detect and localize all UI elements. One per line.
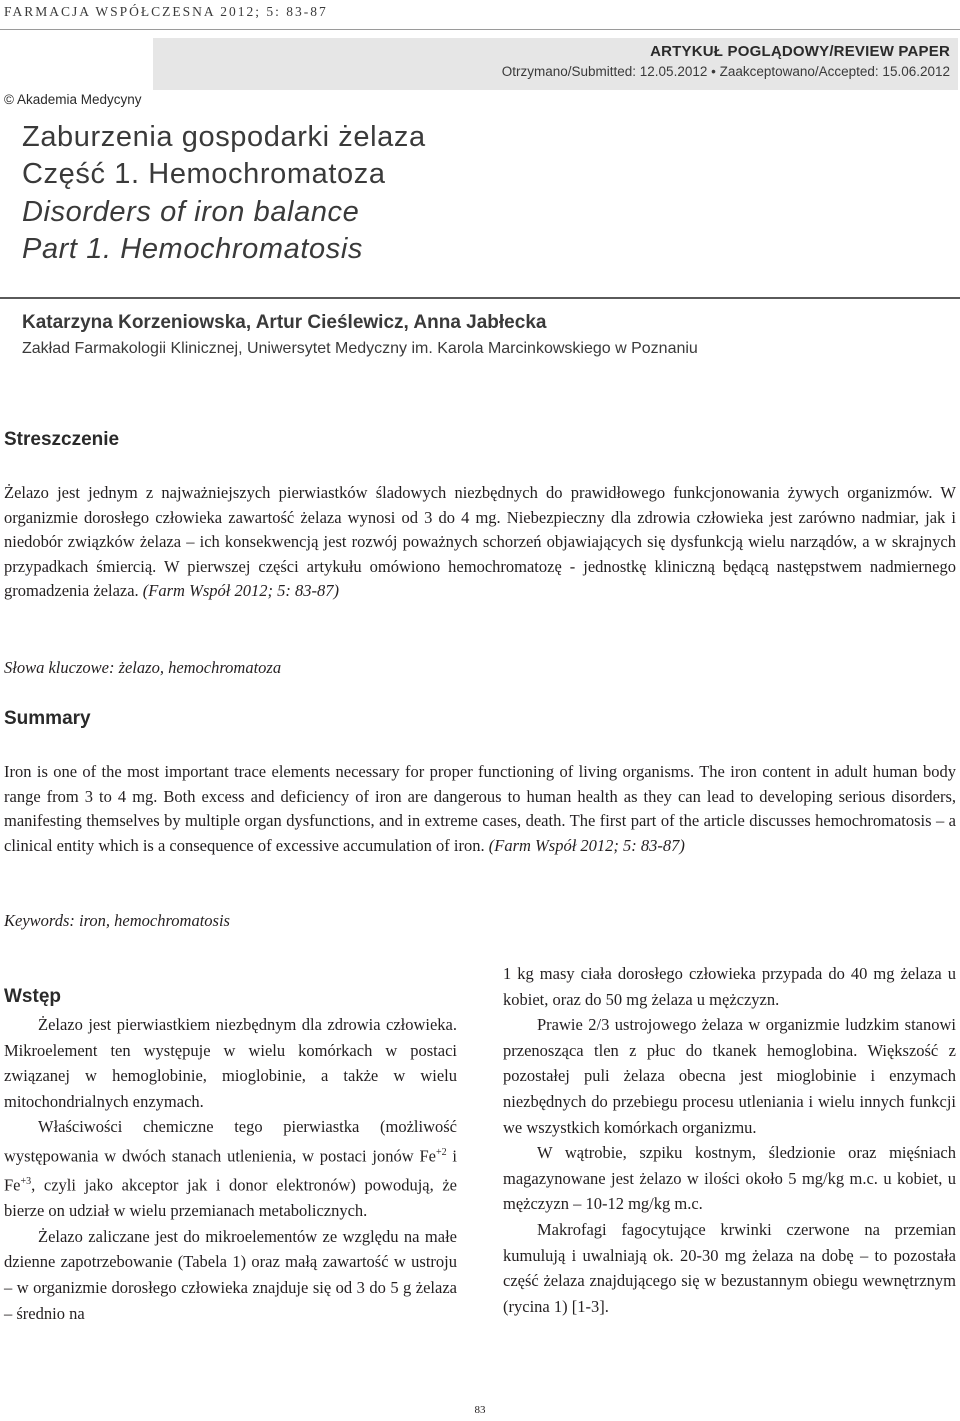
intro-right-p3: W wątrobie, szpiku kostnym, śledzionie oraz mięśniach magazynowane jest żelazo w ilości około 5 mg/kg m.c. u kobiet, u mężczyzn – 10-12 mg/kg m.c. [503,1143,956,1214]
page-number: 83 [474,1404,486,1416]
abstract-pl-body: Żelazo jest jednym z najważniejszych pierwiastków śladowych niezbędnych do prawidłowego funkcjonowania żywych organizmów. W organizmie dorosłego człowieka zawartość żelaza wynosi od 3 do 4 mg. Niebezpieczny dla zdrowia człowieka jest zarówno nadmiar, jak i niedobór związków żelaza – ich konsekwencją jest rozwój poważnych schorzeń objawiających się dysfunkcją wielu narządów, a w skrajnych przypadkach śmiercią. W pierwszej części artykułu omówiono hemochromatozę - jednostkę kliniczną będącą następstwem nadmiernego gromadzenia żelaza. [4,483,956,601]
title-en-line1: Disorders of iron balance [22,196,360,228]
journal-header [4,4,328,20]
title-en-line2: Part 1. Hemochromatosis [22,233,363,265]
abstract-pl-text [4,481,956,604]
abstract-en-heading: Summary [4,708,91,729]
header-rule [0,29,960,30]
intro-right-column [503,961,956,1319]
title-rule [0,297,960,299]
intro-left-p1: Żelazo jest pierwiastkiem niezbędnym dla zdrowia człowieka. Mikroelement ten występuje w wielu komórkach w postaci związanej w hemoglobinie, mioglobinie, a także w wielu mitochondrialnych enzymach. [4,1015,457,1111]
copyright-notice: © Akademia Medycyny [4,92,142,107]
article-type: ARTYKUŁ POGLĄDOWY/REVIEW PAPER [650,43,950,60]
fe3-superscript: +3 [20,1176,32,1188]
article-type-bar [153,38,958,90]
intro-left-p2 [4,1114,457,1223]
intro-left-p2-a: Właściwości chemiczne tego pierwiastka (możliwość występowania w dwóch stanach utlenienia, w postaci jonów Fe [4,1117,457,1166]
intro-right-p2: Prawie 2/3 ustrojowego żelaza w organizmie ludzkim stanowi przenosząca tlen z płuc do tkanek hemoglobina. Większość z pozostałej puli żelaza obecna jest mioglobinie i enzymach niezbędnych do przebiegu procesu utleniania i wielu innych funkcji we wszystkich komórkach organizmu. [503,1015,956,1137]
intro-left-p2-b: i Fe [4,1146,458,1195]
submission-dates: Otrzymano/Submitted: 12.05.2012 • Zaakceptowano/Accepted: 15.06.2012 [501,64,950,79]
title-pl-line1: Zaburzenia gospodarki żelaza [22,121,426,153]
title-pl-line2: Część 1. Hemochromatoza [22,158,386,190]
journal-name: FARMACJA WSPÓŁCZESNA [4,4,215,19]
fe2-superscript: +2 [435,1146,447,1158]
keywords-en: Keywords: iron, hemochromatosis [4,911,230,930]
abstract-en-citation: (Farm Współ 2012; 5: 83-87) [488,835,685,855]
keywords-pl: Słowa kluczowe: żelazo, hemochromatoza [4,658,282,677]
authors: Katarzyna Korzeniowska, Artur Cieślewicz, Anna Jabłecka [22,312,547,333]
intro-left-column [4,1012,457,1326]
abstract-pl-heading: Streszczenie [4,429,120,450]
abstract-en-text [4,760,956,858]
intro-heading: Wstęp [4,986,61,1007]
intro-right-p1: 1 kg masy ciała dorosłego człowieka przypada do 40 mg żelaza u kobiet, oraz do 50 mg żelaza u mężczyzn. [503,964,956,1009]
intro-right-p4: Makrofagi fagocytujące krwinki czerwone na przemian kumulują i uwalniają ok. 20-30 mg żelaza na dobę – to pozostała część żelaza znajdującego się w bezustannym obiegu wewnętrznym (rycina 1) [1-3]. [503,1219,956,1316]
journal-issue: 2012; 5: 83-87 [220,4,328,19]
intro-left-p2-c: , czyli jako akceptor jak i donor elektronów) powodują, że bierze on udział w wielu przemianach metabolicznych. [4,1175,457,1221]
abstract-en-body: Iron is one of the most important trace elements necessary for proper functioning of living organisms. The iron content in adult human body range from 3 to 4 mg. Both excess and deficiency of iron are dangerous to human health as they can lead to developing serious disorders, manifesting themselves by multiple organ dysfunctions, and in extreme cases, death. The first part of the article discusses hemochromatosis – a clinical entity which is a consequence of excessive accumulation of iron. [4,762,956,855]
intro-left-p3: Żelazo zaliczane jest do mikroelementów ze względu na małe dzienne zapotrzebowanie (Tabela 1) oraz małą zawartość w ustroju – w organizmie dorosłego człowieka znajduje się od 3 do 5 g żelaza – średnio na [4,1226,457,1323]
abstract-pl-citation: (Farm Współ 2012; 5: 83-87) [142,581,339,601]
affiliation: Zakład Farmakologii Klinicznej, Uniwersytet Medyczny im. Karola Marcinkowskiego w Poznaniu [22,340,698,357]
